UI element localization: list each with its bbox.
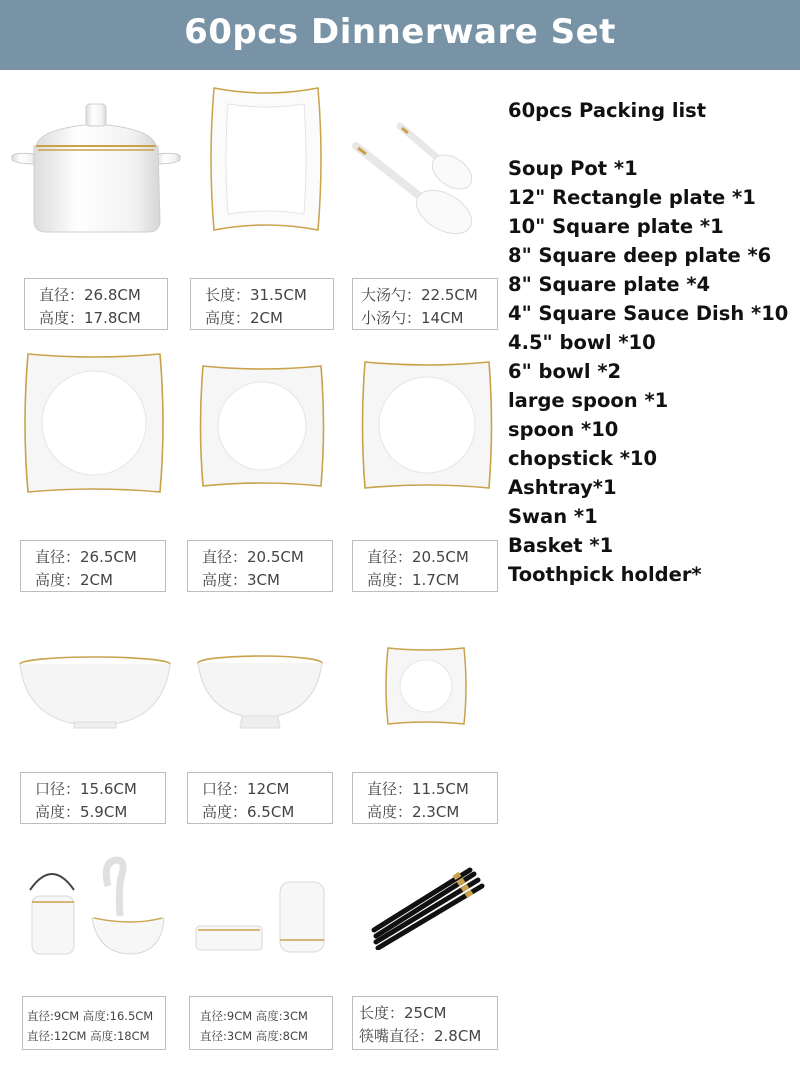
dim-small-spoon: 小汤勺：14CM xyxy=(361,309,464,327)
packing-item: chopstick *10 xyxy=(508,447,658,470)
dims-rectangle-plate xyxy=(190,278,334,330)
dim-diameter: 直径：11.5CM xyxy=(367,780,469,798)
packing-list xyxy=(508,154,800,589)
dim-length: 长度：31.5CM xyxy=(205,286,307,304)
dims-ashtray-toothpick xyxy=(189,996,333,1050)
packing-item: Swan *1 xyxy=(508,505,598,528)
dim-diameter: 直径：20.5CM xyxy=(367,548,469,566)
dims-square-plate-8 xyxy=(352,540,498,592)
dim-height: 高度：2CM xyxy=(205,309,283,327)
dim-swan: 直径:12CM 高度:18CM xyxy=(27,1029,150,1043)
bowl-6-image xyxy=(18,654,172,730)
dim-height: 高度：2.3CM xyxy=(367,803,460,821)
square-deep-plate-8-image xyxy=(198,362,326,490)
packing-list-title: 60pcs Packing list xyxy=(508,99,707,122)
packing-item: Soup Pot *1 xyxy=(508,157,638,180)
dims-spoons xyxy=(352,278,498,330)
dim-height: 高度：6.5CM xyxy=(202,803,295,821)
dims-bowl-45 xyxy=(187,772,333,824)
dim-length: 长度：25CM xyxy=(359,1004,447,1022)
dim-height: 高度：3CM xyxy=(202,571,280,589)
packing-item: Basket *1 xyxy=(508,534,614,557)
dim-mouth-diameter: 口径：15.6CM xyxy=(35,780,137,798)
packing-item: Ashtray*1 xyxy=(508,476,617,499)
packing-item: spoon *10 xyxy=(508,418,619,441)
dims-sauce-dish xyxy=(352,772,498,824)
dims-soup-pot xyxy=(24,278,168,330)
square-plate-10-image xyxy=(22,350,166,496)
dim-toothpick-holder: 直径:3CM 高度:8CM xyxy=(200,1029,308,1043)
sauce-dish-image xyxy=(384,644,468,728)
bowl-45-image xyxy=(196,654,324,730)
dim-diameter: 直径：26.8CM xyxy=(39,286,141,304)
ashtray-toothpick-image xyxy=(192,878,332,958)
packing-item: 6" bowl *2 xyxy=(508,360,622,383)
dim-height: 高度：17.8CM xyxy=(39,309,141,327)
page-title: 60pcs Dinnerware Set xyxy=(184,12,616,52)
packing-item: 10" Square plate *1 xyxy=(508,215,724,238)
dim-height: 高度：2CM xyxy=(35,571,113,589)
square-plate-8-image xyxy=(360,358,494,492)
dim-basket: 直径:9CM 高度:16.5CM xyxy=(27,1009,154,1023)
dims-square-plate-10 xyxy=(20,540,166,592)
packing-item: Toothpick holder* xyxy=(508,563,702,586)
packing-item: 4" Square Sauce Dish *10 xyxy=(508,302,789,325)
chopsticks-image xyxy=(370,866,486,950)
dims-chopsticks xyxy=(352,996,498,1050)
dim-height: 高度：1.7CM xyxy=(367,571,460,589)
dim-mouth-diameter: 口径：12CM xyxy=(202,780,290,798)
header-banner xyxy=(0,0,800,70)
dim-height: 高度：5.9CM xyxy=(35,803,128,821)
dim-diameter: 直径：20.5CM xyxy=(202,548,304,566)
dim-ashtray: 直径:9CM 高度:3CM xyxy=(200,1009,308,1023)
dims-bowl-6 xyxy=(20,772,166,824)
packing-item: 4.5" bowl *10 xyxy=(508,331,656,354)
packing-list-panel xyxy=(508,96,800,589)
rectangle-plate-image xyxy=(208,84,324,234)
dims-basket-swan xyxy=(22,996,166,1050)
spoons-image xyxy=(352,120,482,235)
dim-diameter: 直径：26.5CM xyxy=(35,548,137,566)
packing-item: 8" Square plate *4 xyxy=(508,273,711,296)
dim-tip-diameter: 筷嘴直径：2.8CM xyxy=(359,1027,482,1045)
basket-swan-image xyxy=(22,856,168,958)
dim-large-spoon: 大汤勺：22.5CM xyxy=(361,286,478,304)
soup-pot-image xyxy=(10,98,182,236)
packing-item: 8" Square deep plate *6 xyxy=(508,244,772,267)
packing-item: 12" Rectangle plate *1 xyxy=(508,186,756,209)
dims-deep-plate-8 xyxy=(187,540,333,592)
packing-item: large spoon *1 xyxy=(508,389,669,412)
